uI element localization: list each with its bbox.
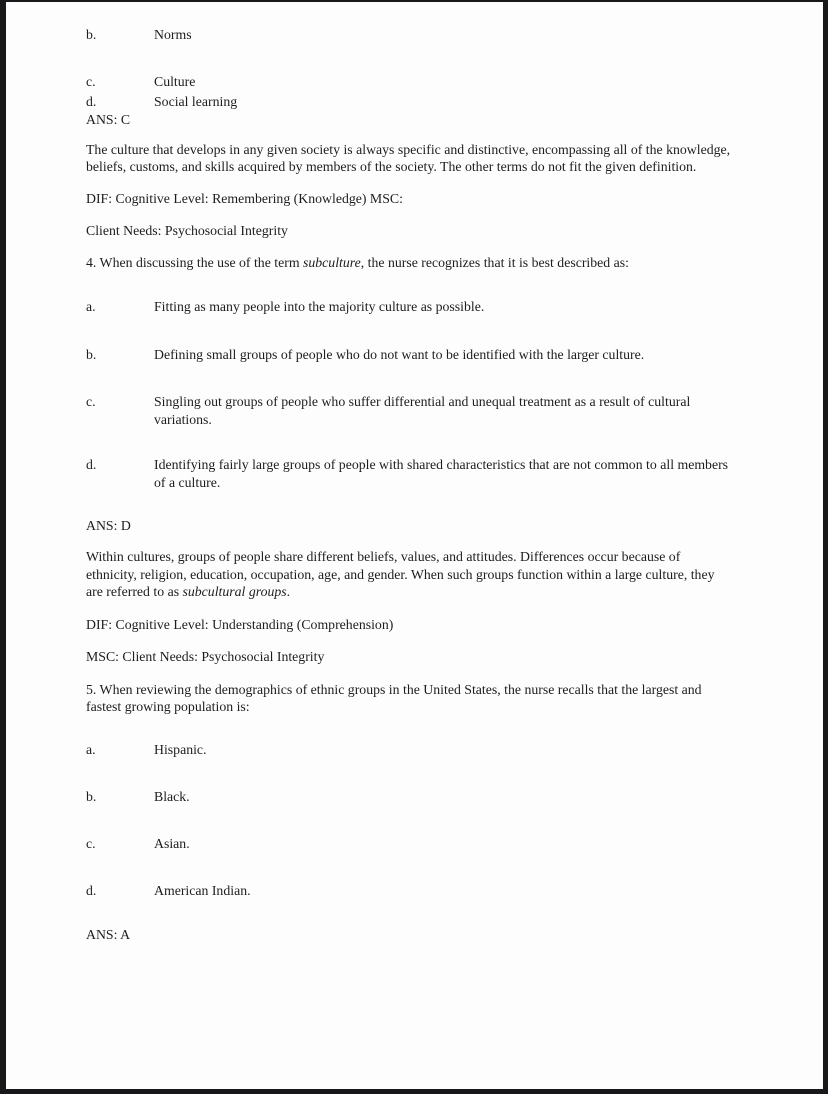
answer-option	[86, 741, 731, 759]
answer-option	[86, 788, 731, 806]
answer-option	[86, 73, 731, 91]
stem-text: , the nurse recognizes that it is best described as:	[360, 254, 629, 270]
option-letter: b.	[86, 346, 97, 362]
document-page	[6, 2, 823, 1089]
option-text: Asian.	[154, 835, 190, 851]
option-text: Culture	[154, 73, 196, 89]
option-letter: d.	[86, 457, 97, 472]
option-text: Black.	[154, 789, 190, 804]
option-letter: a.	[86, 299, 96, 314]
option-text: Defining small groups of people who do not want to be identified with the larger culture.	[154, 346, 645, 362]
document-content	[6, 2, 823, 943]
option-text: Social learning	[154, 94, 238, 109]
answer-option	[86, 393, 731, 428]
option-text: Identifying fairly large groups of people with shared characteristics that are not common to all members of a culture.	[154, 457, 729, 490]
rationale-paragraph: The culture that develops in any given society is always specific and distinctive, encompassing all of the knowledge, beliefs, customs, and skills acquired by members of the society. The other terms do not fit the given definition.	[86, 141, 731, 174]
option-letter: c.	[86, 835, 96, 851]
option-text: Fitting as many people into the majority culture as possible.	[154, 299, 485, 314]
msc-line: MSC: Client Needs: Psychosocial Integrity	[86, 648, 325, 664]
option-text: Norms	[154, 27, 192, 42]
option-text: Singling out groups of people who suffer differential and unequal treatment as a result of cultural variations.	[154, 394, 691, 427]
rationale-paragraph	[86, 548, 731, 601]
answer-line: ANS: D	[86, 518, 131, 533]
option-letter: d.	[86, 883, 97, 898]
option-letter: d.	[86, 94, 97, 109]
option-letter: c.	[86, 394, 96, 409]
answer-option	[86, 26, 731, 44]
rationale-italic-term: subcultural groups	[182, 584, 287, 599]
answer-option	[86, 456, 731, 491]
answer-option	[86, 346, 731, 364]
client-needs-line: Client Needs: Psychosocial Integrity	[86, 222, 288, 238]
option-letter: c.	[86, 73, 96, 89]
answer-line: ANS: C	[86, 111, 131, 127]
option-letter: b.	[86, 789, 97, 804]
rationale-text: .	[286, 584, 291, 599]
answer-option	[86, 93, 731, 111]
option-text: Hispanic.	[154, 741, 207, 757]
dif-line: DIF: Cognitive Level: Remembering (Knowledge) MSC:	[86, 190, 403, 206]
stem-text: 4. When discussing the use of the term	[86, 254, 304, 270]
option-text: American Indian.	[154, 883, 251, 898]
answer-line: ANS: A	[86, 926, 131, 942]
option-letter: b.	[86, 27, 97, 42]
answer-option	[86, 882, 731, 900]
question-stem	[86, 254, 731, 272]
answer-option	[86, 298, 731, 316]
dif-line: DIF: Cognitive Level: Understanding (Comprehension)	[86, 616, 394, 632]
stem-italic-term: subculture	[303, 254, 361, 270]
answer-option	[86, 835, 731, 853]
question-stem: 5. When reviewing the demographics of ethnic groups in the United States, the nurse recalls that the largest and fastest growing population is:	[86, 681, 702, 714]
rationale-text: Within cultures, groups of people share different beliefs, values, and attitudes. Differences occur because of ethnicity, religion, education, occupation, age, and gender. When such groups function within a large culture, they are referred to as	[86, 549, 715, 599]
option-letter: a.	[86, 741, 96, 757]
